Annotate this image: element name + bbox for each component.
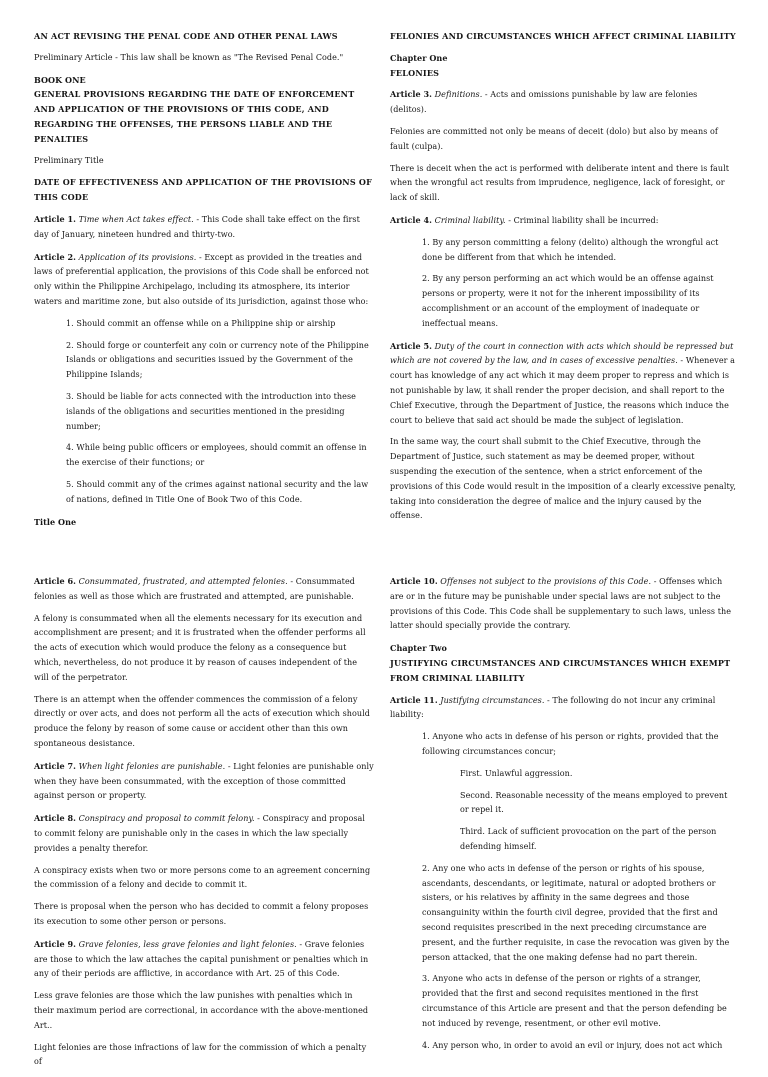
article-text: - Except as provided in the treaties and laws of preferential application, the provisions of this Code shall be enforced not only within the Philippine Archipelago, including its atmosphere, its interior waters and maritime zone, but also outside of its jurisdiction, against those who: <box>34 252 369 306</box>
list-item: 4. Any person who, in order to avoid an evil or injury, does not act which <box>422 1040 723 1050</box>
list-item: 2. Any one who acts in defense of the person or rights of his spouse, ascendants, descendants, or legitimate, natural or adopted brothers or sisters, or his relatives by affinity in the same degrees and those consanguinity within the fourth civil degree, provided that the first and second requisites prescribed in the next preceding circumstance are present, and the further requisite, in case the revocation was given by the person attacked, that the one making defense had no part therein. <box>422 863 730 962</box>
article-number: Article 4. <box>390 214 433 225</box>
chapter-title: JUSTIFYING CIRCUMSTANCES AND CIRCUMSTANCES WHICH EXEMPT FROM CRIMINAL LIABILITY <box>390 657 731 683</box>
left-column <box>34 574 374 1077</box>
left-column <box>34 29 374 529</box>
article-7 <box>34 759 374 804</box>
article-11 <box>390 693 736 724</box>
article-caption: Definitions. <box>434 90 483 100</box>
article-text: - This Code shall take effect on the first day of January, nineteen hundred and thirty-two. <box>34 214 360 239</box>
book-one-title: GENERAL PROVISIONS REGARDING THE DATE OF ENFORCEMENT AND APPLICATION OF THE PROVISIONS OF THIS CODE, AND REGARDING THE OFFENSES, THE PERSONS LIABLE AND THE PENALTIES <box>34 89 355 144</box>
article-number: Article 9. <box>34 938 77 949</box>
paragraph: There is proposal when the person who has decided to commit a felony proposes its execution to some other person or persons. <box>34 902 369 926</box>
chapter-label: Chapter Two <box>390 643 447 654</box>
paragraph: In the same way, the court shall submit to the Chief Executive, through the Department of Justice, such statement as may be deemed proper, without suspending the execution of the sentence, when a strict enforcement of the provisions of this Code would result in the imposition of a clearly excessive penalty, taking into consideration the degree of malice and the injury caused by the offense. <box>390 437 736 521</box>
list-item: 4. While being public officers or employees, should commit an offense in the exercise of their functions; or <box>66 443 367 468</box>
document-page-top <box>0 0 768 527</box>
article-6 <box>34 574 374 605</box>
article-text: - Criminal liability shall be incurred: <box>505 215 659 225</box>
sub-item: Second. Reasonable necessity of the means employed to prevent or repel it. <box>460 790 728 815</box>
sub-item: First. Unlawful aggression. <box>460 768 573 778</box>
article-9 <box>34 937 374 982</box>
article-3 <box>390 87 736 118</box>
article-number: Article 5. <box>390 340 433 351</box>
article-caption: Time when Act takes effect. <box>78 214 194 224</box>
article-caption: Grave felonies, less grave felonies and light felonies. <box>78 939 297 949</box>
paragraph: A conspiracy exists when two or more persons come to an agreement concerning the commission of a felony and decide to commit it. <box>34 865 371 890</box>
list-item: 3. Should be liable for acts connected with the introduction into these islands of the obligations and securities mentioned in the presiding number; <box>66 391 356 431</box>
list-item: 2. Should forge or counterfeit any coin or currency note of the Philippine Islands or obligations and securities issued by the Government of the Philippine Islands; <box>66 340 369 380</box>
article-2 <box>34 250 374 310</box>
article-caption: When light felonies are punishable. <box>78 761 226 771</box>
list-item: 1. Anyone who acts in defense of his person or rights, provided that the following circumstances concur; <box>422 732 719 756</box>
list-item: 2. By any person performing an act which would be an offense against persons or property, were it not for the inherent impossibility of its accomplishment or an account of the employment of inadequate or ineffectual means. <box>422 274 714 328</box>
act-title: AN ACT REVISING THE PENAL CODE AND OTHER PENAL LAWS <box>34 31 338 41</box>
paragraph: Felonies are committed not only be means of deceit (dolo) but also by means of fault (culpa). <box>390 126 718 151</box>
article-caption: Criminal liability. <box>434 215 506 225</box>
right-column <box>390 29 736 531</box>
document-page-bottom <box>0 568 768 1067</box>
article-number: Article 7. <box>34 760 77 771</box>
article-1 <box>34 212 374 243</box>
article-5 <box>390 339 736 429</box>
paragraph: There is an attempt when the offender commences the commission of a felony directly or over acts, and does not perform all the acts of execution which should produce the felony by reason of some cause or accident other than this own spontaneous desistance. <box>34 694 370 748</box>
article-text: - The following do not incur any criminal liability: <box>390 695 716 720</box>
article-text: - Acts and omissions punishable by law are felonies (delitos). <box>390 90 698 115</box>
article-text: - Light felonies are punishable only when they have been consummated, with the exception of those committed against person or property. <box>34 761 374 801</box>
article-4 <box>390 213 736 229</box>
preliminary-article: Preliminary Article - This law shall be known as "The Revised Penal Code." <box>34 52 344 62</box>
article-8 <box>34 811 374 856</box>
article-caption: Offenses not subject to the provisions of this Code. <box>440 577 652 586</box>
article-number: Article 1. <box>34 213 77 224</box>
list-item: 1. Should commit an offense while on a Philippine ship or airship <box>66 318 336 328</box>
paragraph: Less grave felonies are those which the law punishes with penalties which in their maximum period are correctional, in accordance with the above-mentioned Art.. <box>34 991 369 1030</box>
article-number: Article 8. <box>34 813 77 824</box>
preliminary-title: Preliminary Title <box>34 155 104 165</box>
prelim-heading: DATE OF EFFECTIVENESS AND APPLICATION OF THE PROVISIONS OF THIS CODE <box>34 177 373 203</box>
paragraph: Light felonies are those infractions of law for the commission of which a penalty of <box>34 1042 367 1067</box>
article-caption: Consummated, frustrated, and attempted felonies. <box>78 577 288 586</box>
book-one-label: BOOK ONE <box>34 74 86 85</box>
article-text: - Conspiracy and proposal to commit felony are punishable only in the cases in which the law specially provides a penalty therefor. <box>34 814 366 853</box>
sub-item: Third. Lack of sufficient provocation on the part of the person defending himself. <box>460 827 717 851</box>
article-caption: Duty of the court in connection with acts which should be repressed but which are not covered by the law, and in cases of excessive penalties. <box>390 341 734 366</box>
paragraph: A felony is consummated when all the elements necessary for its execution and accomplishment are present; and it is frustrated when the offender performs all the acts of execution which would produce the felony as a consequence but which, nevertheless, do not produce it by reason of causes independent of the will of the perpetrator. <box>34 613 366 682</box>
article-number: Article 3. <box>390 89 433 100</box>
chapter-label: Chapter One <box>390 52 448 63</box>
article-10 <box>390 574 736 634</box>
title-one: Title One <box>34 516 77 527</box>
section-heading: FELONIES AND CIRCUMSTANCES WHICH AFFECT CRIMINAL LIABILITY <box>390 31 736 41</box>
list-item: 3. Anyone who acts in defense of the person or rights of a stranger, provided that the first and second requisites mentioned in the first circumstance of this Article are present and that the person defending be not induced by revenge, resentment, or other evil motive. <box>422 974 727 1028</box>
list-item: 1. By any person committing a felony (delito) although the wrongful act done be different from that which he intended. <box>422 237 719 262</box>
paragraph: There is deceit when the act is performed with deliberate intent and there is fault when the wrongful act results from imprudence, negligence, lack of foresight, or lack of skill. <box>390 163 730 203</box>
article-number: Article 10. <box>390 576 438 586</box>
article-number: Article 6. <box>34 576 77 586</box>
list-item: 5. Should commit any of the crimes against national security and the law of nations, defined in Title One of Book Two of this Code. <box>66 479 369 504</box>
article-text: - Grave felonies are those to which the law attaches the capital punishment or penalties which in any of their periods are afflictive, in accordance with Art. 25 of this Code. <box>34 939 369 979</box>
article-caption: Application of its provisions. <box>78 252 197 262</box>
article-text: - Consummated felonies as well as those which are frustrated and attempted, are punishable. <box>34 577 355 601</box>
article-text: - Whenever a court has knowledge of any act which it may deem proper to repress and which is not punishable by law, it shall render the proper decision, and shall report to the Chief Executive, through the Department of Justice, the reasons which induce the court to believe that said act should be made the subject of legislation. <box>390 356 735 425</box>
article-number: Article 11. <box>390 694 438 705</box>
article-caption: Justifying circumstances. <box>440 695 545 705</box>
chapter-title: FELONIES <box>390 67 440 78</box>
article-caption: Conspiracy and proposal to commit felony. <box>78 814 255 824</box>
right-column <box>390 574 736 1060</box>
article-text: - Offenses which are or in the future may be punishable under special laws are not subject to the provisions of this Code. This Code shall be supplementary to such laws, unless the latter should specially provide the contrary. <box>390 577 732 631</box>
article-number: Article 2. <box>34 251 77 262</box>
